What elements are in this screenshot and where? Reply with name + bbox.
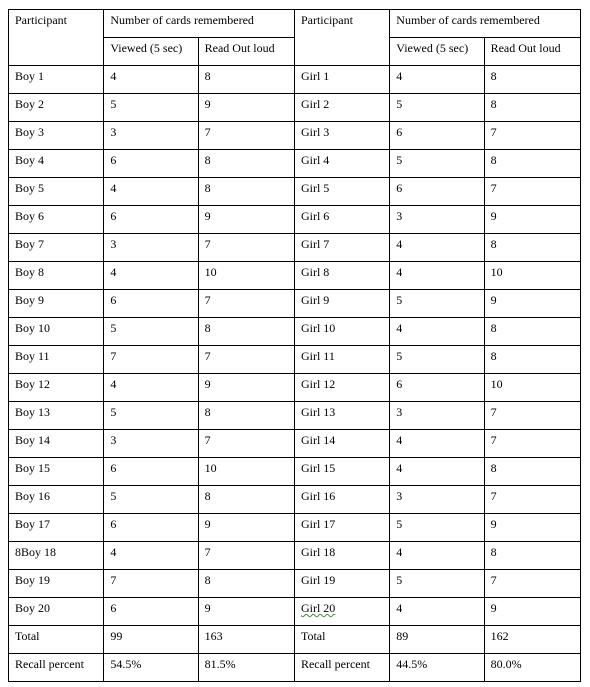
girl-participant: Girl 10 <box>294 318 389 346</box>
girl-read-count: 8 <box>484 150 580 178</box>
girl-viewed-count: 5 <box>390 150 484 178</box>
boy-read-count: 9 <box>198 598 294 626</box>
table-row <box>9 346 581 374</box>
boys-read-header: Read Out loud <box>198 38 294 66</box>
table-row <box>9 514 581 542</box>
girls-participant-header: Participant <box>294 10 389 66</box>
girl-participant: Girl 19 <box>294 570 389 598</box>
boy-read-count: 8 <box>198 486 294 514</box>
boy-read-count: 8 <box>198 66 294 94</box>
boy-participant: Boy 4 <box>9 150 104 178</box>
girl-participant: Girl 5 <box>294 178 389 206</box>
boys-recall-viewed: 54.5% <box>104 654 198 682</box>
girl-viewed-count: 5 <box>390 94 484 122</box>
boy-viewed-count: 6 <box>104 206 198 234</box>
girl-viewed-count: 4 <box>390 430 484 458</box>
header-row <box>9 10 581 38</box>
girl-viewed-count: 3 <box>390 206 484 234</box>
boy-read-count: 8 <box>198 318 294 346</box>
boy-read-count: 9 <box>198 94 294 122</box>
boy-viewed-count: 5 <box>104 318 198 346</box>
boy-viewed-count: 4 <box>104 542 198 570</box>
boys-number-remembered-header: Number of cards remembered <box>104 10 295 38</box>
girl-read-count: 9 <box>484 206 580 234</box>
boy-participant: Boy 3 <box>9 122 104 150</box>
girl-participant: Girl 2 <box>294 94 389 122</box>
boy-participant: Boy 20 <box>9 598 104 626</box>
girls-total-label: Total <box>294 626 389 654</box>
girl-read-count: 7 <box>484 122 580 150</box>
girls-total-read: 162 <box>484 626 580 654</box>
boys-viewed-header: Viewed (5 sec) <box>104 38 198 66</box>
boy-participant: Boy 12 <box>9 374 104 402</box>
boy-read-count: 7 <box>198 346 294 374</box>
boy-participant: Boy 9 <box>9 290 104 318</box>
boy-viewed-count: 4 <box>104 374 198 402</box>
girl-viewed-count: 3 <box>390 402 484 430</box>
boy-participant: Boy 1 <box>9 66 104 94</box>
girl-viewed-count: 5 <box>390 570 484 598</box>
table-row <box>9 374 581 402</box>
table-row <box>9 234 581 262</box>
boy-viewed-count: 6 <box>104 150 198 178</box>
girls-viewed-header: Viewed (5 sec) <box>390 38 484 66</box>
boy-participant: Boy 6 <box>9 206 104 234</box>
boy-read-count: 8 <box>198 570 294 598</box>
girl-viewed-count: 6 <box>390 122 484 150</box>
girl-participant: Girl 18 <box>294 542 389 570</box>
boy-participant: Boy 10 <box>9 318 104 346</box>
girl-read-count: 9 <box>484 514 580 542</box>
boy-read-count: 7 <box>198 290 294 318</box>
boy-read-count: 9 <box>198 374 294 402</box>
girl-read-count: 8 <box>484 458 580 486</box>
table-row <box>9 178 581 206</box>
recall-row <box>9 654 581 682</box>
girl-participant: Girl 8 <box>294 262 389 290</box>
girl-participant: Girl 15 <box>294 458 389 486</box>
girl-read-count: 9 <box>484 290 580 318</box>
table-row <box>9 206 581 234</box>
table-row <box>9 262 581 290</box>
girl-viewed-count: 4 <box>390 318 484 346</box>
girl-read-count: 8 <box>484 94 580 122</box>
boy-read-count: 7 <box>198 234 294 262</box>
girls-recall-label: Recall percent <box>294 654 389 682</box>
girls-recall-read: 80.0% <box>484 654 580 682</box>
table-row <box>9 430 581 458</box>
recall-table <box>8 9 581 682</box>
girl-read-count: 8 <box>484 66 580 94</box>
girl-participant: Girl 7 <box>294 234 389 262</box>
boy-viewed-count: 5 <box>104 486 198 514</box>
girl-read-count: 7 <box>484 486 580 514</box>
girl-viewed-count: 4 <box>390 598 484 626</box>
girl-viewed-count: 4 <box>390 234 484 262</box>
boy-viewed-count: 6 <box>104 514 198 542</box>
girl-participant: Girl 3 <box>294 122 389 150</box>
table-row <box>9 66 581 94</box>
girl-viewed-count: 4 <box>390 458 484 486</box>
total-row <box>9 626 581 654</box>
boy-viewed-count: 6 <box>104 458 198 486</box>
boy-read-count: 7 <box>198 430 294 458</box>
boys-total-viewed: 99 <box>104 626 198 654</box>
boy-participant: Boy 17 <box>9 514 104 542</box>
boy-read-count: 9 <box>198 514 294 542</box>
girl-participant: Girl 4 <box>294 150 389 178</box>
girl-read-count: 8 <box>484 234 580 262</box>
girl-viewed-count: 5 <box>390 514 484 542</box>
boy-read-count: 10 <box>198 458 294 486</box>
boy-viewed-count: 5 <box>104 94 198 122</box>
table-row <box>9 122 581 150</box>
girls-total-viewed: 89 <box>390 626 484 654</box>
table-row <box>9 318 581 346</box>
boy-viewed-count: 3 <box>104 122 198 150</box>
boy-read-count: 8 <box>198 178 294 206</box>
boy-participant: 8Boy 18 <box>9 542 104 570</box>
boy-read-count: 10 <box>198 262 294 290</box>
girl-viewed-count: 6 <box>390 178 484 206</box>
boy-viewed-count: 7 <box>104 346 198 374</box>
table-row <box>9 290 581 318</box>
boy-participant: Boy 11 <box>9 346 104 374</box>
girl-read-count: 7 <box>484 178 580 206</box>
girl-viewed-count: 3 <box>390 486 484 514</box>
girl-read-count: 7 <box>484 402 580 430</box>
girl-read-count: 10 <box>484 262 580 290</box>
girl-viewed-count: 6 <box>390 374 484 402</box>
boy-viewed-count: 7 <box>104 570 198 598</box>
girl-read-count: 7 <box>484 430 580 458</box>
girl-viewed-count: 5 <box>390 346 484 374</box>
boy-participant: Boy 2 <box>9 94 104 122</box>
boy-read-count: 8 <box>198 402 294 430</box>
boy-participant: Boy 8 <box>9 262 104 290</box>
table-row <box>9 486 581 514</box>
girl-read-count: 10 <box>484 374 580 402</box>
boy-viewed-count: 4 <box>104 262 198 290</box>
girl-participant: Girl 17 <box>294 514 389 542</box>
boys-recall-read: 81.5% <box>198 654 294 682</box>
boy-viewed-count: 6 <box>104 290 198 318</box>
boy-participant: Boy 19 <box>9 570 104 598</box>
boy-participant: Boy 16 <box>9 486 104 514</box>
boy-participant: Boy 14 <box>9 430 104 458</box>
girls-recall-viewed: 44.5% <box>390 654 484 682</box>
boys-participant-header: Participant <box>9 10 104 66</box>
boy-participant: Boy 13 <box>9 402 104 430</box>
girl-viewed-count: 4 <box>390 542 484 570</box>
recall-label: Recall percent <box>9 654 104 682</box>
girl-viewed-count: 4 <box>390 66 484 94</box>
girl-viewed-count: 5 <box>390 290 484 318</box>
girl-participant: Girl 1 <box>294 66 389 94</box>
boy-viewed-count: 6 <box>104 598 198 626</box>
girl-participant: Girl 9 <box>294 290 389 318</box>
boy-viewed-count: 5 <box>104 402 198 430</box>
table-row <box>9 570 581 598</box>
girl-viewed-count: 4 <box>390 262 484 290</box>
boy-read-count: 7 <box>198 122 294 150</box>
boy-participant: Boy 15 <box>9 458 104 486</box>
girl-read-count: 8 <box>484 542 580 570</box>
boy-viewed-count: 4 <box>104 178 198 206</box>
girls-number-remembered-header: Number of cards remembered <box>390 10 581 38</box>
girl-read-count: 9 <box>484 598 580 626</box>
boy-viewed-count: 3 <box>104 430 198 458</box>
boy-participant: Boy 7 <box>9 234 104 262</box>
girl-read-count: 7 <box>484 570 580 598</box>
girl-participant: Girl 14 <box>294 430 389 458</box>
boy-read-count: 7 <box>198 542 294 570</box>
total-label: Total <box>9 626 104 654</box>
boy-viewed-count: 3 <box>104 234 198 262</box>
girl-participant: Girl 11 <box>294 346 389 374</box>
girl-read-count: 8 <box>484 346 580 374</box>
boy-participant: Boy 5 <box>9 178 104 206</box>
table-row <box>9 402 581 430</box>
girl-read-count: 8 <box>484 318 580 346</box>
table-row <box>9 94 581 122</box>
table-row <box>9 542 581 570</box>
boy-viewed-count: 4 <box>104 66 198 94</box>
boys-total-read: 163 <box>198 626 294 654</box>
girl-participant-text: Girl 20 <box>300 601 336 615</box>
table-row <box>9 598 581 626</box>
boy-read-count: 9 <box>198 206 294 234</box>
girl-participant: Girl 13 <box>294 402 389 430</box>
girl-participant <box>294 598 389 626</box>
girl-participant: Girl 12 <box>294 374 389 402</box>
girl-participant: Girl 16 <box>294 486 389 514</box>
boy-read-count: 8 <box>198 150 294 178</box>
girls-read-header: Read Out loud <box>484 38 580 66</box>
girl-participant: Girl 6 <box>294 206 389 234</box>
table-row <box>9 150 581 178</box>
table-row <box>9 458 581 486</box>
